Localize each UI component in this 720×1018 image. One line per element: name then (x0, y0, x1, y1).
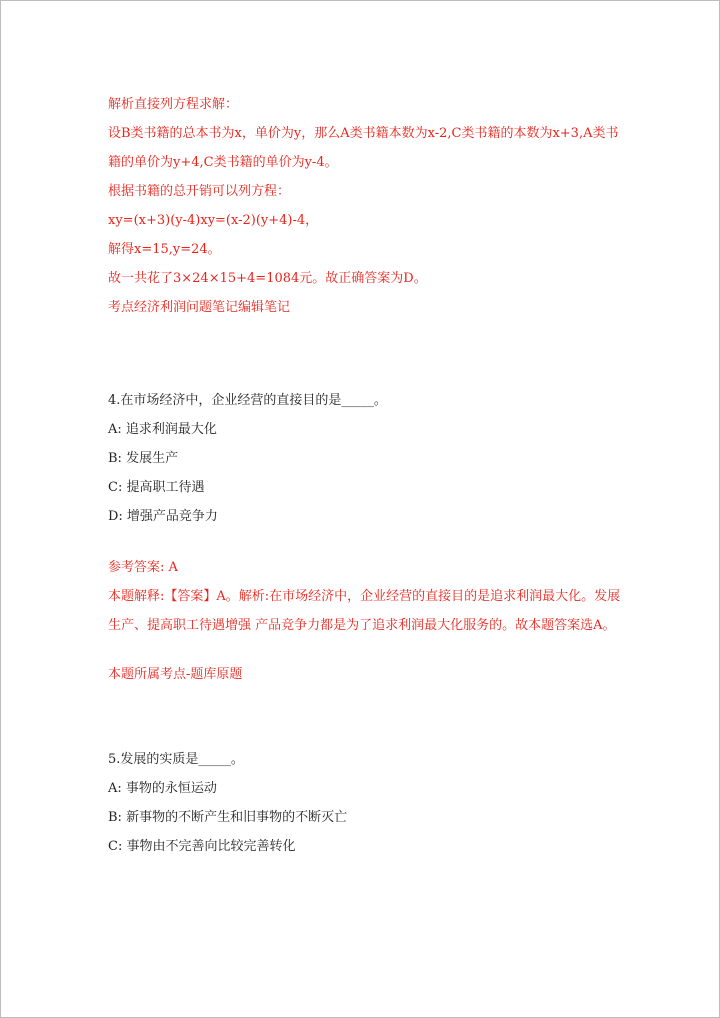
solution-equation: xy=(x+3)(y-4)xy=(x-2)(y+4)-4， (108, 213, 319, 228)
question-5 (108, 745, 628, 861)
reference-answer: 参考答案: A (108, 560, 178, 575)
question-source: 本题所属考点-题库原题 (108, 667, 243, 682)
option-b: B: 新事物的不断产生和旧事物的不断灭亡 (108, 810, 348, 825)
option-c: C: 事物由不完善向比较完善转化 (108, 839, 296, 854)
option-a: A: 事物的永恒运动 (108, 781, 217, 796)
solution-heading: 解析直接列方程求解： (108, 97, 239, 112)
solution-setup: 设B类书籍的总本书为x，单价为y，那么A类书籍本数为x-2,C类书籍的本数为x+3,A类书籍的单价为y+4,C类书籍的单价为y-4。 (108, 126, 619, 170)
option-b: B: 发展生产 (108, 451, 179, 466)
option-d: D: 增强产品竞争力 (108, 509, 218, 524)
question-4 (108, 386, 628, 689)
answer-explanation: 本题解释:【答案】A。解析:在市场经济中，企业经营的直接目的是追求利润最大化。发展生产、提高职工待遇增强 产品竞争力都是为了追求利润最大化服务的。故本题答案选A。 (108, 589, 621, 633)
solution-equation-intro: 根据书籍的总开销可以列方程： (108, 184, 291, 199)
solution-topic: 考点经济利润问题笔记编辑笔记 (108, 300, 291, 315)
document-body (108, 90, 628, 861)
option-c: C: 提高职工待遇 (108, 480, 205, 495)
solution-block-q3 (108, 90, 628, 322)
question-stem: 5.发展的实质是_____。 (108, 752, 244, 767)
question-stem: 4.在市场经济中，企业经营的直接目的是_____。 (108, 393, 387, 408)
solution-result: 解得x=15,y=24。 (108, 242, 221, 257)
option-a: A: 追求利润最大化 (108, 422, 217, 437)
solution-answer: 故一共花了3×24×15+4=1084元。故正确答案为D。 (108, 271, 427, 286)
